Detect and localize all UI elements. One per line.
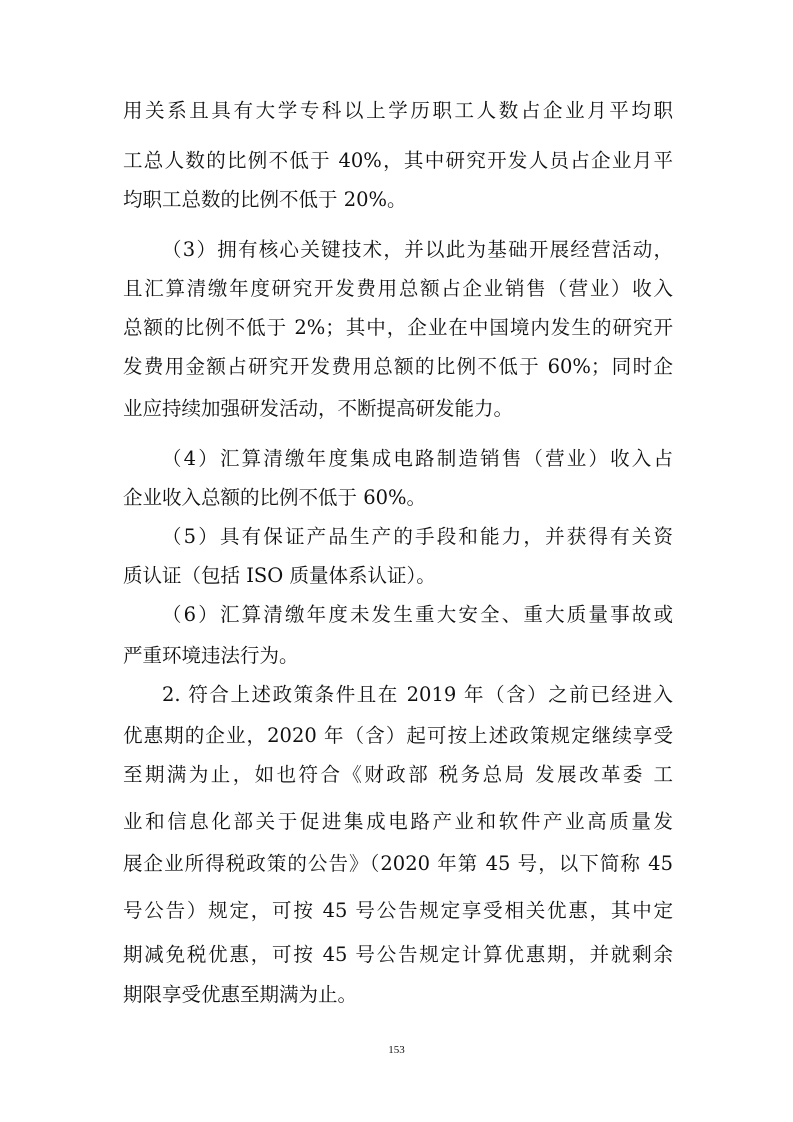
text-line: （3）拥有核心关键技术，并以此为基础开展经营活动， bbox=[162, 238, 673, 261]
text-line: 展企业所得税政策的公告》（2020 年第 45 号，以下简称 45 bbox=[123, 852, 673, 875]
page-number: 153 bbox=[388, 1044, 405, 1056]
text-line: 业和信息化部关于促进集成电路产业和软件产业高质量发 bbox=[123, 810, 673, 833]
text-line: 发费用金额占研究开发费用总额的比例不低于 60%；同时企 bbox=[123, 355, 673, 378]
text-line: （6）汇算清缴年度未发生重大安全、重大质量事故或 bbox=[162, 603, 673, 626]
text-line: 2. 符合上述政策条件且在 2019 年（含）之前已经进入 bbox=[162, 683, 673, 706]
text-line: 期减免税优惠，可按 45 号公告规定计算优惠期，并就剩余 bbox=[123, 943, 673, 966]
text-line: （5）具有保证产品生产的手段和能力，并获得有关资 bbox=[162, 525, 673, 548]
text-line: 工总人数的比例不低于 40%，其中研究开发人员占企业月平 bbox=[123, 149, 673, 172]
text-line: 严重环境违法行为。 bbox=[123, 644, 299, 667]
text-line: 业应持续加强研发活动，不断提高研发能力。 bbox=[123, 397, 514, 420]
text-line: 期限享受优惠至期满为止。 bbox=[123, 983, 358, 1006]
text-line: 总额的比例不低于 2%；其中，企业在中国境内发生的研究开 bbox=[123, 316, 673, 339]
text-line: （4）汇算清缴年度集成电路制造销售（营业）收入占 bbox=[162, 447, 673, 470]
text-line: 号公告）规定，可按 45 号公告规定享受相关优惠，其中定 bbox=[123, 899, 673, 922]
text-line: 且汇算清缴年度研究开发费用总额占企业销售（营业）收入 bbox=[123, 277, 673, 300]
text-line: 至期满为止，如也符合《财政部 税务总局 发展改革委 工 bbox=[123, 763, 673, 786]
text-line: 均职工总数的比例不低于 20%。 bbox=[123, 188, 407, 211]
text-line: 质认证（包括 ISO 质量体系认证）。 bbox=[123, 564, 436, 587]
text-line: 企业收入总额的比例不低于 60%。 bbox=[123, 486, 427, 509]
text-line: 优惠期的企业，2020 年（含）起可按上述政策规定继续享受 bbox=[123, 724, 673, 747]
text-line: 用关系且具有大学专科以上学历职工人数占企业月平均职 bbox=[123, 99, 673, 122]
